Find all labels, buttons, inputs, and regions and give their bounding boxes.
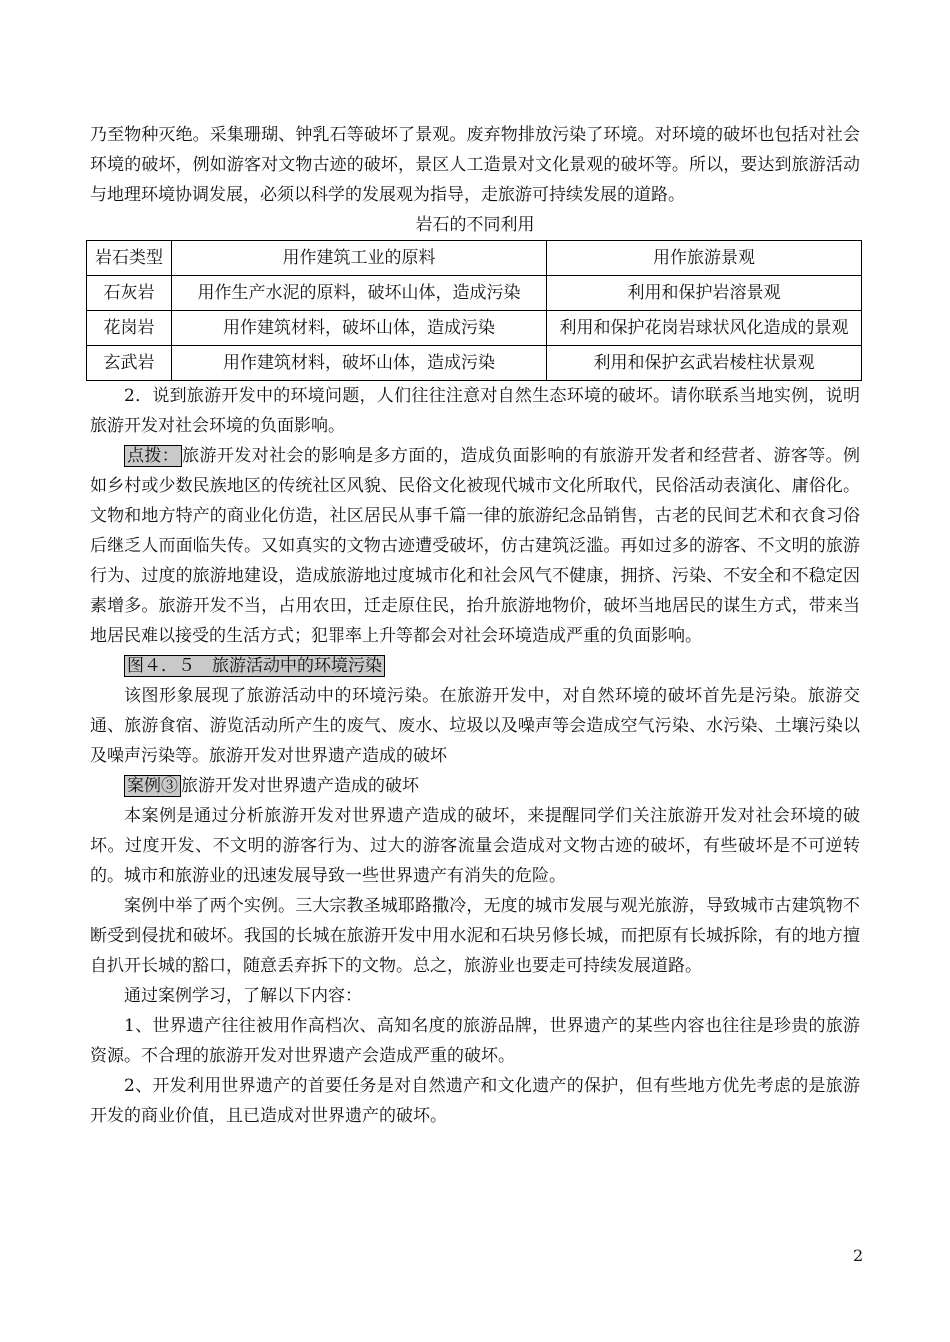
table-row [87, 311, 862, 346]
cell-construction: 用作建筑材料，破坏山体，造成污染 [172, 311, 547, 346]
cell-rock-type: 玄武岩 [87, 346, 172, 381]
rock-usage-table [86, 240, 862, 381]
table-header-row [87, 241, 862, 276]
hint-label: 点拨： [124, 445, 182, 467]
hint-text: 旅游开发对社会的影响是多方面的，造成负面影响的有旅游开发者和经营者、游客等。例如乡村或少数民族地区的传统社区风貌、民俗文化被现代城市文化所取代，民俗活动表演化、庸俗化。文物和地方特产的商业化仿造，社区居民从事千篇一律的旅游纪念品销售，古老的民间艺术和衣食习俗后继乏人而面临失传。又如真实的文物古迹遭受破坏，仿古建筑泛滥。再如过多的游客、不文明的旅游行为、过度的旅游地建设，造成旅游地过度城市化和社会风气不健康，拥挤、污染、不安全和不稳定因素增多。旅游开发不当，占用农田，迁走原住民，抬升旅游地物价，破坏当地居民的谋生方式，带来当地居民难以接受的生活方式；犯罪率上升等都会对社会环境造成严重的负面影响。 [90, 446, 860, 646]
cell-tourism: 利用和保护花岗岩球状风化造成的景观 [547, 311, 862, 346]
cell-rock-type: 石灰岩 [87, 276, 172, 311]
header-tourism: 用作旅游景观 [547, 241, 862, 276]
figure-label: 图４．５ 旅游活动中的环境污染 [124, 655, 385, 677]
header-construction: 用作建筑工业的原料 [172, 241, 547, 276]
learning-point-2: 2、开发利用世界遗产的首要任务是对自然遗产和文化遗产的保护，但有些地方优先考虑的是旅游开发的商业价值，且已造成对世界遗产的破坏。 [90, 1076, 860, 1126]
cell-rock-type: 花岗岩 [87, 311, 172, 346]
paragraph-intro: 乃至物种灭绝。采集珊瑚、钟乳石等破坏了景观。废弃物排放污染了环境。对环境的破坏也包括对社会环境的破坏，例如游客对文物古迹的破坏，景区人工造景对文化景观的破坏等。所以，要达到旅游活动与地理环境协调发展，必须以科学的发展观为指导，走旅游可持续发展的道路。 [90, 125, 860, 205]
case-label: 案例③ [124, 775, 181, 797]
hint-paragraph [90, 441, 860, 651]
figure-heading [90, 651, 860, 681]
case-paragraph-1: 本案例是通过分析旅游开发对世界遗产造成的破坏，来提醒同学们关注旅游开发对社会环境的破坏。过度开发、不文明的游客行为、过大的游客流量会造成对文物古迹的破坏，有些破坏是不可逆转的。城市和旅游业的迅速发展导致一些世界遗产有消失的危险。 [90, 806, 860, 886]
page-number: 2 [853, 1246, 864, 1265]
header-rock-type: 岩石类型 [87, 241, 172, 276]
case-heading [90, 771, 860, 801]
cell-construction: 用作生产水泥的原料，破坏山体，造成污染 [172, 276, 547, 311]
case-title: 旅游开发对世界遗产造成的破坏 [181, 776, 419, 796]
document-body [90, 120, 860, 1131]
cell-tourism: 利用和保护岩溶景观 [547, 276, 862, 311]
question-2: 2．说到旅游开发中的环境问题，人们往往注意对自然生态环境的破坏。请你联系当地实例，说明旅游开发对社会环境的负面影响。 [90, 386, 860, 436]
figure-description: 该图形象展现了旅游活动中的环境污染。在旅游开发中，对自然环境的破坏首先是污染。旅游交通、旅游食宿、游览活动所产生的废气、废水、垃圾以及噪声等会造成空气污染、水污染、土壤污染以及噪声污染等。旅游开发对世界遗产造成的破坏 [90, 686, 860, 766]
cell-construction: 用作建筑材料，破坏山体，造成污染 [172, 346, 547, 381]
case-paragraph-2: 案例中举了两个实例。三大宗教圣城耶路撒冷，无度的城市发展与观光旅游，导致城市古建筑物不断受到侵扰和破坏。我国的长城在旅游开发中用水泥和石块另修长城，而把原有长城拆除，有的地方擅自扒开长城的豁口，随意丢弃拆下的文物。总之，旅游业也要走可持续发展道路。 [90, 896, 860, 976]
learning-intro: 通过案例学习，了解以下内容： [124, 986, 362, 1006]
learning-point-1: 1、世界遗产往往被用作高档次、高知名度的旅游品牌，世界遗产的某些内容也往往是珍贵的旅游资源。不合理的旅游开发对世界遗产会造成严重的破坏。 [90, 1016, 860, 1066]
table-row [87, 346, 862, 381]
cell-tourism: 利用和保护玄武岩棱柱状景观 [547, 346, 862, 381]
table-caption: 岩石的不同利用 [415, 215, 535, 235]
table-row [87, 276, 862, 311]
